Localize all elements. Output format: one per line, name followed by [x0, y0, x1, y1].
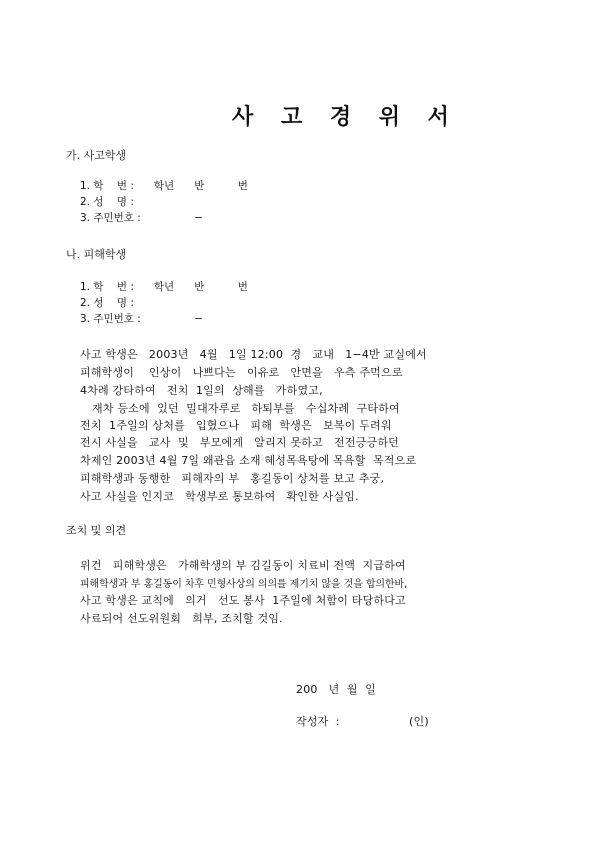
section-b-heading: 나. 피해학생	[66, 248, 127, 261]
measures-heading: 조치 및 의견	[66, 524, 127, 537]
section-a-resident-number: 3. 주민번호 : −	[80, 212, 204, 224]
section-b-name: 2. 성 명 :	[80, 297, 134, 309]
section-a-student-number: 1. 학 번 : 학년 반 번	[80, 180, 248, 192]
incident-line: 사고 학생은 2003년 4월 1일 12:00 경 교내 1−4반 교실에서	[80, 348, 427, 361]
section-a-heading: 가. 사고학생	[66, 149, 127, 162]
signature-author-label: 작성자 :	[296, 715, 340, 728]
section-b-resident-number: 3. 주민번호 : −	[80, 313, 204, 325]
incident-line: 피해학생과 동행한 피해자의 부 홍길동이 상처를 보고 추궁,	[80, 472, 385, 485]
incident-line: 4차례 강타하여 전치 1일의 상해를 가하였고,	[80, 384, 323, 397]
measures-line: 피해학생과 부 홍길동이 차후 민형사상의 의의를 제기치 않을 것을 합의한바,	[80, 579, 408, 590]
incident-line: 전치 1주일의 상처를 입혔으나 피해 학생은 보복이 두려워	[80, 419, 392, 432]
measures-line: 사고 학생은 교칙에 의거 선도 봉사 1주일에 처함이 타당하다고	[80, 594, 406, 607]
incident-line: 차제인 2003년 4월 7일 왜관읍 소재 혜성목욕탕에 목욕할 목적으로	[80, 454, 417, 467]
signature-seal: (인)	[409, 715, 429, 728]
section-a-name: 2. 성 명 :	[80, 196, 134, 208]
signature-date: 200 년 월 일	[296, 683, 376, 696]
section-b-student-number: 1. 학 번 : 학년 반 번	[80, 281, 248, 293]
document-title: 사 고 경 위 서	[232, 105, 459, 130]
incident-line: 피해학생이 인상이 나쁘다는 이유로 안면을 우측 주먹으로	[80, 366, 403, 379]
incident-line: 사고 사실을 인지코 학생부로 통보하여 확인한 사실임.	[80, 490, 359, 503]
incident-line: 전시 사실을 교사 및 부모에게 알리지 못하고 전전긍긍하던	[80, 436, 399, 449]
incident-line: 재차 등소에 있던 밀대자루로 하퇴부를 수십차례 구타하여	[92, 402, 400, 415]
measures-line: 사료되어 선도위원회 희부, 조치할 것임.	[80, 612, 283, 625]
measures-line: 위건 피해학생은 가해학생의 부 김길동이 치료비 전액 지급하여	[80, 559, 406, 572]
